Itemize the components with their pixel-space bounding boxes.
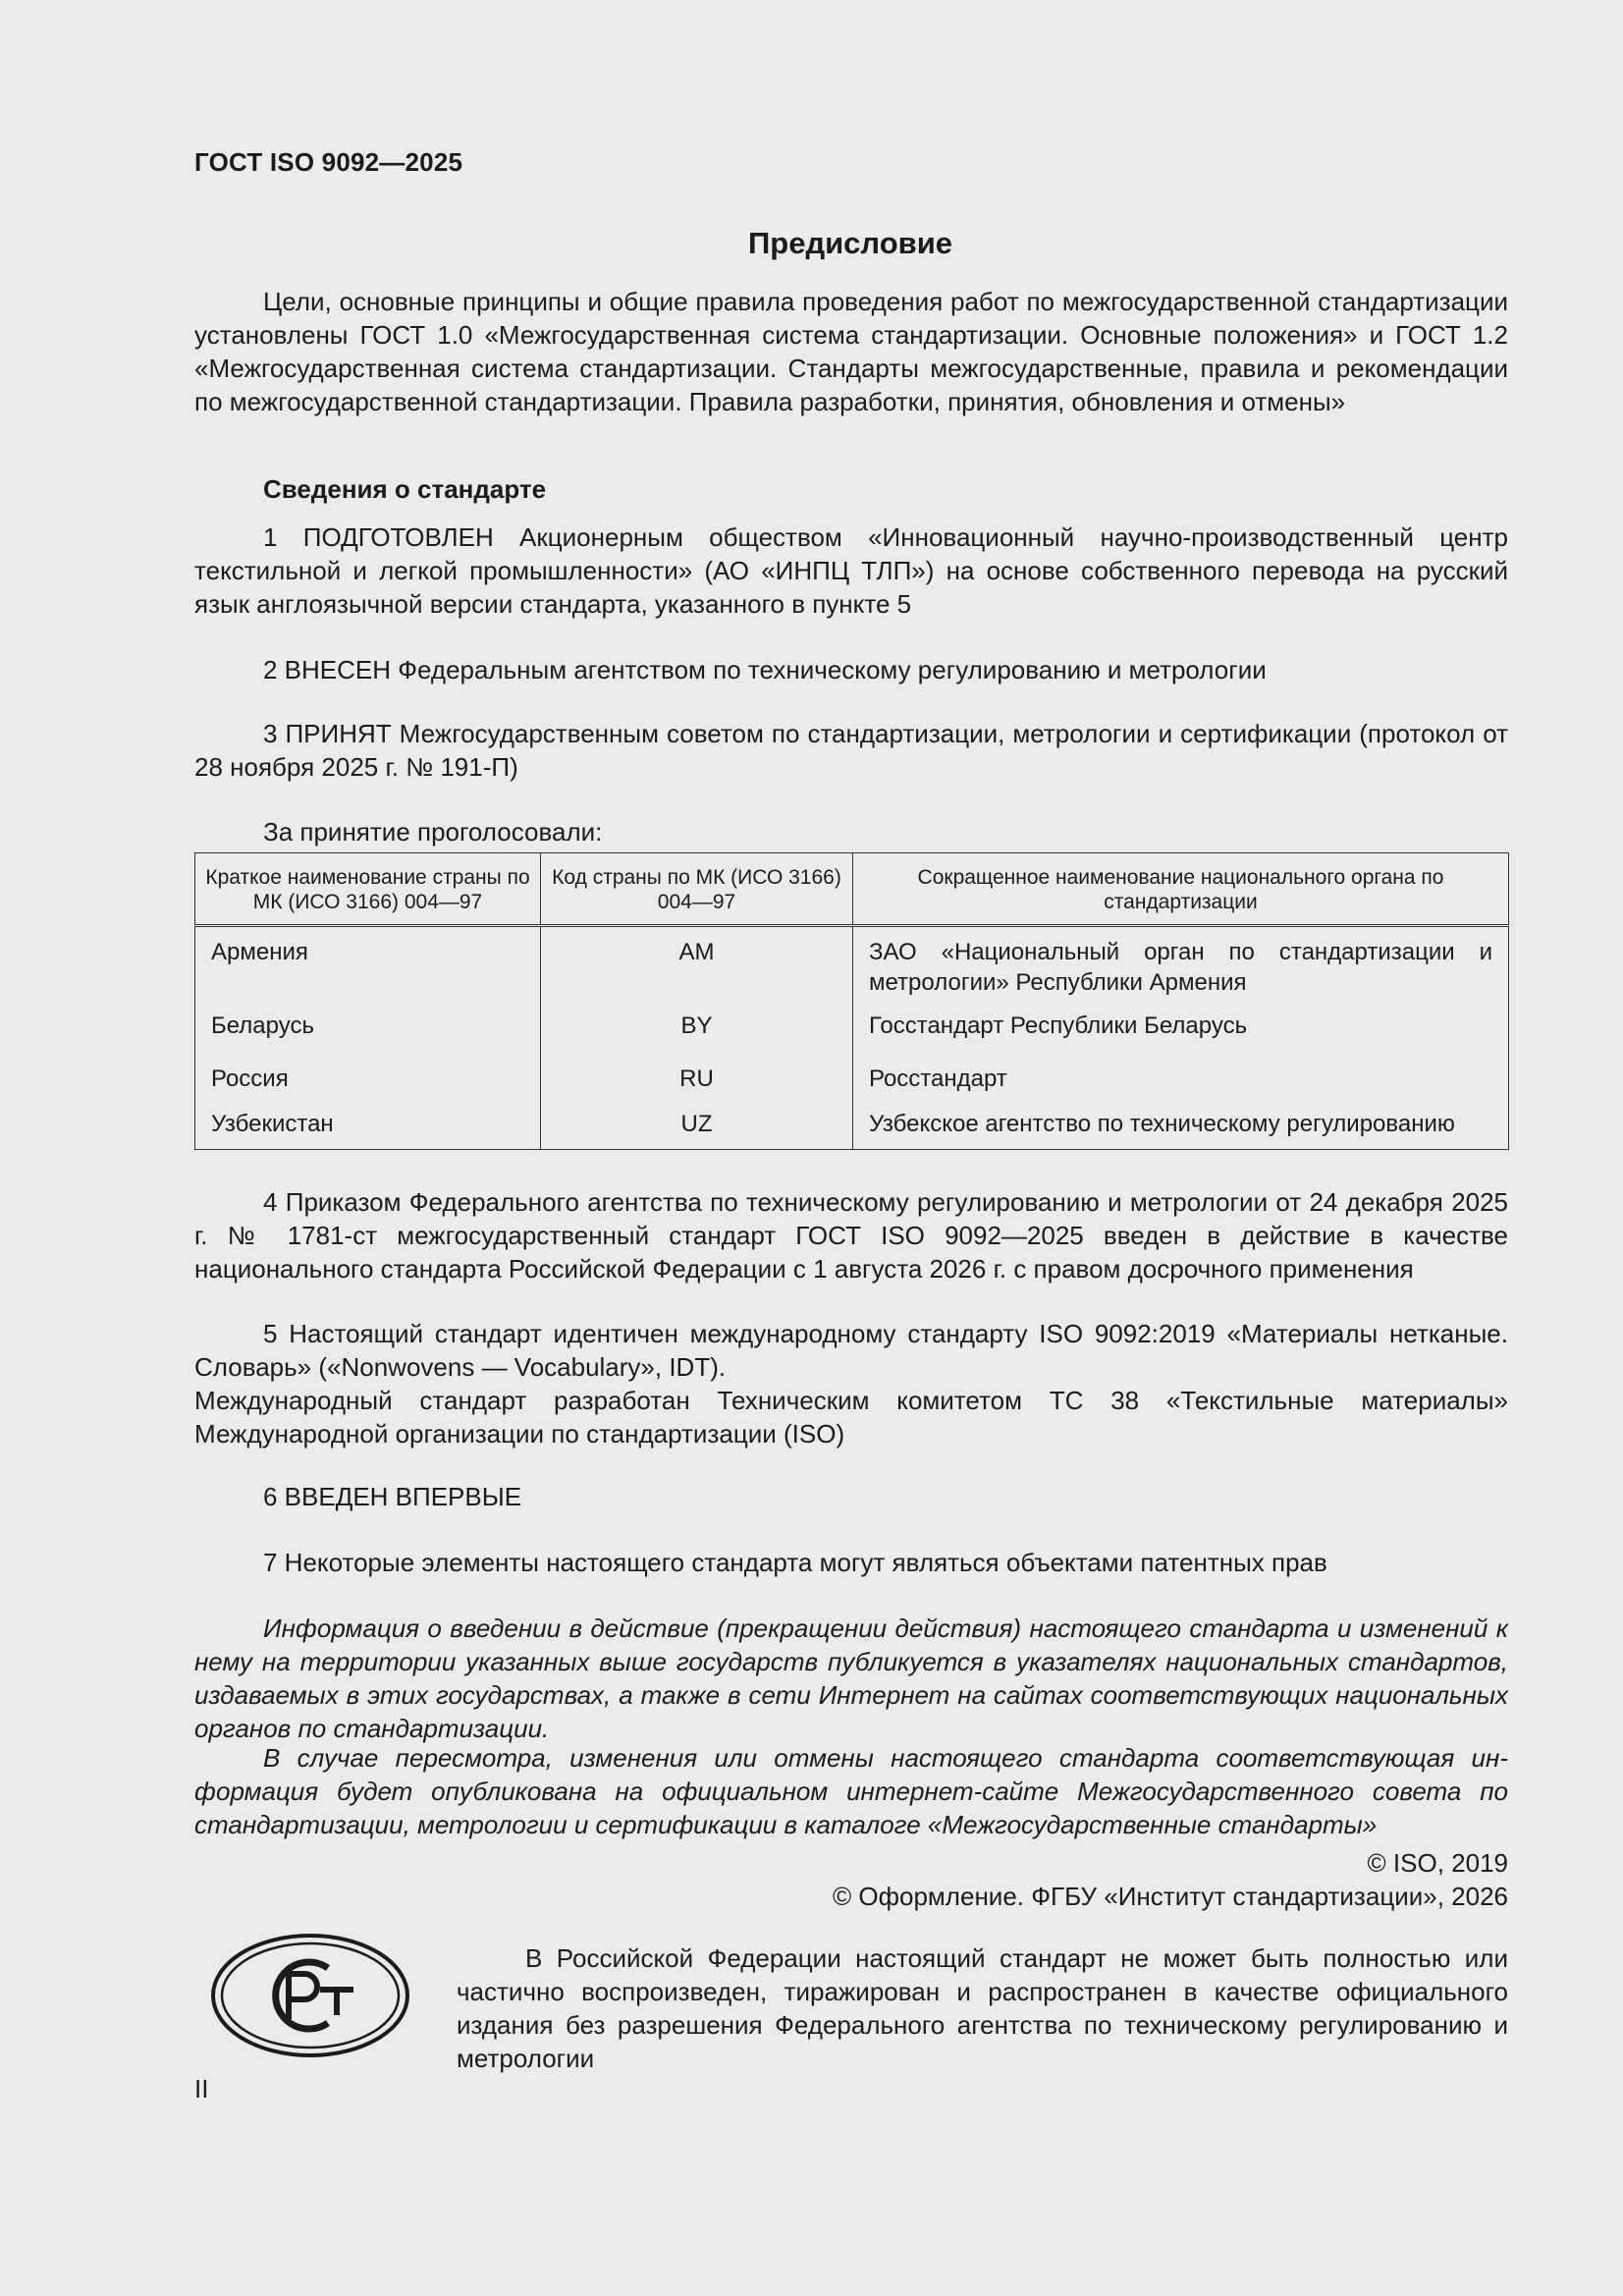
cell-country: Армения [195,926,541,1005]
standard-header: ГОСТ ISO 9092—2025 [194,147,463,177]
page-title: Предисловие [747,226,952,260]
page-number: II [194,2074,209,2104]
section-heading: Сведения о стандарте [263,474,547,504]
table-row [195,1107,1509,1150]
item-2-paragraph: 2 ВНЕСЕН Федеральным агентством по техническому регулированию и метрологии [263,655,1267,684]
info-paragraph-1: Информация о введении в действие (прекращении действия) настоящего стандарта и изменений к нему на территории указанных выше государств публикуется в указателях национальных стандартов, издаваемых в этих государствах, а также в сети Интернет на сайтах соответствующих национальных органов по стандартизации. [194,1613,1508,1743]
info-paragraph-2: В случае пересмотра, изменения или отмены настоящего стандарта соответствующая информация будет опубликована на официальном интернет-сайте Межгосударственного совета по стандартизации, метрологии и сертификации в каталоге «Межгосударственные стандарты» [194,1743,1508,1839]
table-row [195,926,1509,1005]
cell-code: BY [541,1005,853,1058]
item-1-paragraph: 1 ПОДГОТОВЛЕН Акционерным обществом «Инновационный научно-производственный центр текстильной и легкой промышленности» (АО «ИНПЦ ТЛП») на основе собственного перевода на русский язык англоязычной версии стандарта, указанного в пункте 5 [194,522,1508,619]
cell-country: Беларусь [195,1005,541,1058]
copyright-iso: © ISO, 2019 [1367,1848,1508,1878]
cell-code: RU [541,1058,853,1107]
item-7-paragraph: 7 Некоторые элементы настоящего стандарта могут являться объектами патентных прав [263,1548,1327,1577]
cell-code: UZ [541,1107,853,1150]
item-4-paragraph: 4 Приказом Федерального агентства по техническому регулированию и метрологии от 24 декабря 2025 г. № 1781-ст межгосударственный стандарт ГОСТ ISO 9092—2025 введен в действие в качестве национального стандарта Российской Федерации с 1 августа 2026 г. с правом досрочного применения [194,1187,1508,1284]
cell-body: Госстандарт Республики Беларусь [853,1005,1509,1058]
rst-mark-icon [210,1933,410,2058]
intro-paragraph: Цели, основные принципы и общие правила проведения работ по межгосударственной стандартизации установлены ГОСТ 1.0 «Межгосударственная система стандартизации. Основные положения» и ГОСТ 1.2 «Межгосударственная система стандартизации. Стандарты межгосударственные, правила и рекомендации по межгосударственной стандартизации. Правила разработки, принятия, обновления и отмены» [194,287,1508,416]
column-header-country: Краткое наименование страны по МК (ИСО 3166) 004—97 [195,853,541,926]
cell-body: Узбекское агентство по техническому регулированию [853,1107,1509,1150]
item-3-paragraph: 3 ПРИНЯТ Межгосударственным советом по стандартизации, метрологии и сертификации (протокол от 28 ноября 2025 г. № 191-П) [194,719,1508,782]
table-row [195,1058,1509,1107]
cell-body: Росстандарт [853,1058,1509,1107]
cell-country: Россия [195,1058,541,1107]
voting-table [194,852,1509,1150]
copyright-design: © Оформление. ФГБУ «Институт стандартизации», 2026 [833,1882,1508,1911]
item-6-paragraph: 6 ВВЕДЕН ВПЕРВЫЕ [263,1482,522,1511]
table-header-row [195,853,1509,926]
cell-country: Узбекистан [195,1107,541,1150]
cell-code: AM [541,926,853,1005]
item-5-note: Международный стандарт разработан Техническим комитетом ТС 38 «Текстильные материалы» Международной организации по стандартизации (ISO) [194,1386,1508,1449]
reproduction-notice: В Российской Федерации настоящий стандарт не может быть полностью или частично воспроизведен, тиражирован и распространен в качестве официального издания без разрешения Федерального агентства по техническому регулированию и метрологии [457,1943,1508,2073]
vote-label: За принятие проголосовали: [263,817,603,847]
cell-body: ЗАО «Национальный орган по стандартизации и метрологии» Республики Армения [853,926,1509,1005]
column-header-body: Сокращенное наименование национального органа по стандартизации [853,853,1509,926]
column-header-code: Код страны по МК (ИСО 3166) 004—97 [541,853,853,926]
table-row [195,1005,1509,1058]
item-5-paragraph: 5 Настоящий стандарт идентичен международному стандарту ISO 9092:2019 «Материалы нетканые. Словарь» («Nonwovens — Vocabulary», IDT). [194,1319,1508,1382]
